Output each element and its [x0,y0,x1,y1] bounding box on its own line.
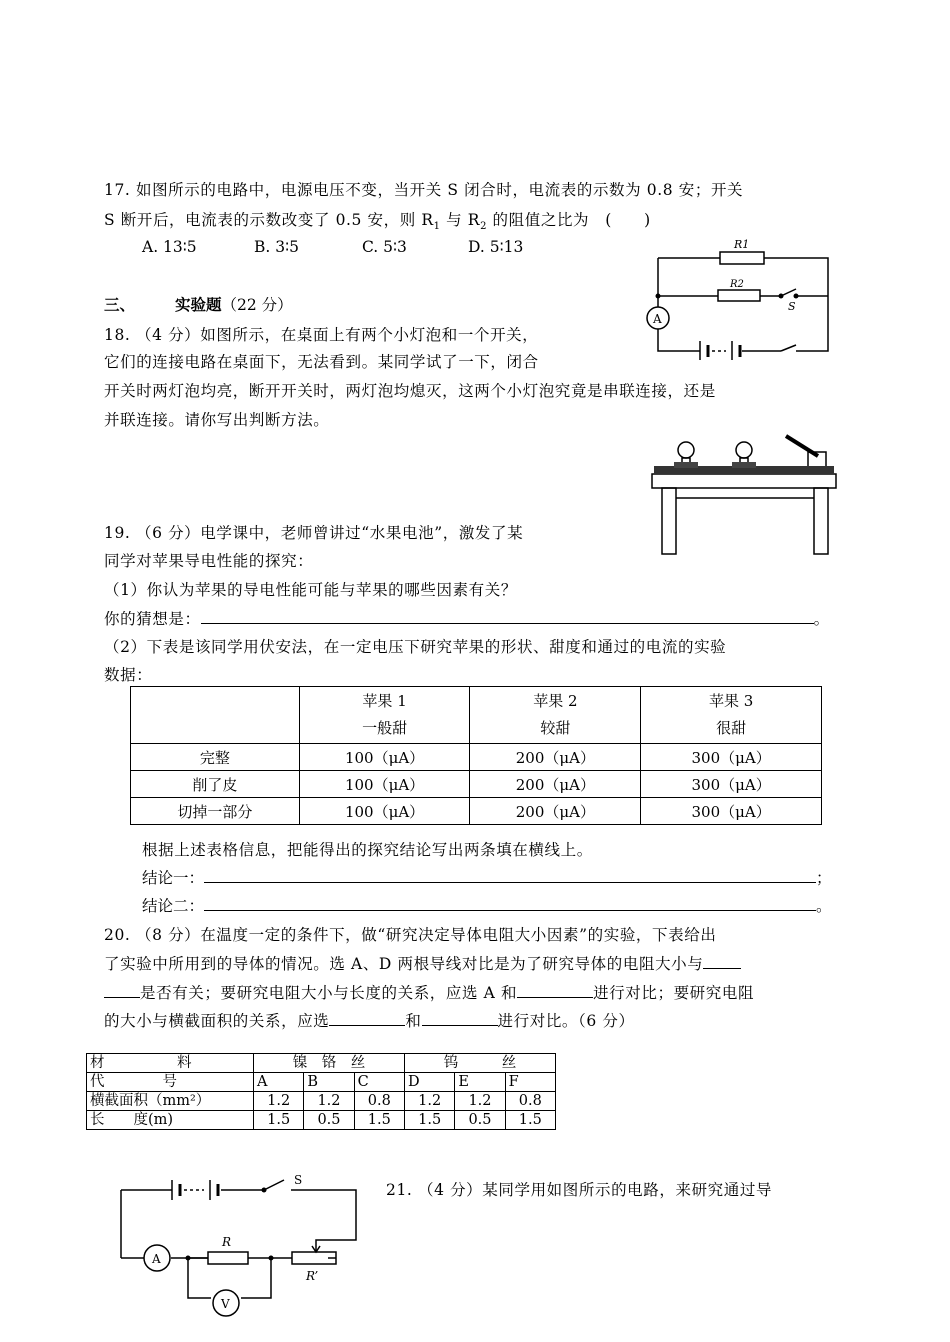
resistor-r2-symbol [718,290,760,301]
desk-top [652,474,836,488]
r2-label: R2 [730,279,744,290]
q17-option-d: D. 5∶13 [468,238,524,256]
blank-3[interactable] [329,1009,405,1026]
q19-line-2: 同学对苹果导电性能的探究： [104,552,314,570]
q19-line-1: 19. （6 分）电学课中，老师曾讲过“水果电池”，激发了某 [104,524,524,542]
q18-line-3: 开关时两灯泡均亮，断开开关时，两灯泡均熄灭，这两个小灯泡究竟是串联连接，还是 [104,382,716,400]
cell: 1.2 [404,1092,454,1111]
header-apple-2: 苹果 2 较甜 [470,687,641,744]
cell: 300（μA） [641,771,822,798]
material-nichrome: 镍 铬 丝 [254,1054,405,1073]
cell: C [354,1073,404,1092]
q19-part-2-line-2: 数据： [104,666,153,684]
rp-label: R’ [306,1269,319,1283]
section-heading: 三、 实验题（22 分） [104,295,293,314]
r-label: R [222,1235,232,1249]
cell: 200（μA） [470,744,641,771]
length-label: 长 度(m) [87,1111,254,1130]
cell: 1.2 [254,1092,304,1111]
s-label: S [788,300,796,313]
cell: 100（μA） [299,798,470,825]
cell: 1.5 [505,1111,555,1130]
cell: 0.8 [505,1092,555,1111]
circuit-diagram-q17 [638,235,838,360]
q19-part-1: （1）你认为苹果的导电性能可能与苹果的哪些因素有关？ [104,581,517,599]
q17-option-b: B. 3∶5 [254,238,300,256]
q20-line-1: 20. （8 分）在温度一定的条件下，做“研究决定导体电阻大小因素”的实验，下表给出 [104,926,717,944]
table-row [87,1054,556,1073]
switch-lever-icon [786,436,818,456]
conductor-table [86,1053,556,1130]
material-tungsten: 钨 丝 [404,1054,555,1073]
ammeter-label: A [653,312,662,326]
cell: 300（μA） [641,798,822,825]
conclusion-intro: 根据上述表格信息，把能得出的探究结论写出两条填在横线上。 [142,841,593,859]
conclusion-1-line: 结论一： ； [142,866,832,888]
q20-line-2: 了实验中所用到的导体的情况。选 A、D 两根导线对比是为了研究导体的电阻大小与 [104,952,741,974]
blank-1a[interactable] [703,952,741,969]
cell: 200（μA） [470,798,641,825]
table-row [131,687,822,744]
guess-blank[interactable] [201,607,814,624]
table-row [87,1092,556,1111]
apple-table [130,686,822,825]
blank-2[interactable] [517,981,593,998]
cell: E [455,1073,505,1092]
voltmeter-label: V [221,1297,230,1311]
code-label: 代 号 [87,1073,254,1092]
q18-line-1: 18. （4 分）如图所示，在桌面上有两个小灯泡和一个开关， [104,326,539,344]
cell: 100（μA） [299,771,470,798]
table-row [131,771,822,798]
corner-cell [131,687,300,744]
row-label: 切掉一部分 [131,798,300,825]
r1-label: R1 [734,238,750,251]
resistor-r-symbol [208,1252,248,1264]
cell: 0.5 [455,1111,505,1130]
q19-guess-line: 你的猜想是： 。 [104,607,830,629]
table-row [87,1111,556,1130]
material-label: 材 料 [87,1054,254,1073]
cell: A [254,1073,304,1092]
area-label: 横截面积（mm²） [87,1092,254,1111]
q17-line-2: S 断开后，电流表的示数改变了 0.5 安，则 $R_1$ 与 $R_2$ 的阻值之比为 ( ) [104,211,651,233]
cell: 1.5 [254,1111,304,1130]
cell: 100（μA） [299,744,470,771]
table-row [87,1073,556,1092]
q21-line-1: 21. （4 分）某同学用如图所示的电路，来研究通过导 [386,1181,773,1199]
cell: 200（μA） [470,771,641,798]
s-label: S [294,1173,303,1187]
conclusion-2-blank[interactable] [204,894,816,911]
q20-line-3: 是否有关；要研究电阻大小与长度的关系，应选 A 和 进行对比；要研究电阻 [104,981,754,1003]
cell: D [404,1073,454,1092]
header-apple-1: 苹果 1 一般甜 [299,687,470,744]
q17-option-a: A. 13∶5 [142,238,197,256]
cell: B [304,1073,354,1092]
switch-symbol [264,1180,284,1190]
cell: F [505,1073,555,1092]
cell: 1.5 [404,1111,454,1130]
q17-line-1: 17. 如图所示的电路中，电源电压不变，当开关 S 闭合时，电流表的示数为 0.8 安；开关 [104,181,744,199]
q18-line-2: 它们的连接电路在桌面下，无法看到。某同学试了一下，闭合 [104,353,539,371]
table-row [131,744,822,771]
cell: 300（μA） [641,744,822,771]
cell: 1.2 [455,1092,505,1111]
cell: 0.8 [354,1092,404,1111]
cell: 1.2 [304,1092,354,1111]
resistor-r1-symbol [720,252,764,264]
desk-leg-right [814,488,828,554]
row-label: 完整 [131,744,300,771]
q18-line-4: 并联连接。请你写出判断方法。 [104,411,330,429]
q17-option-c: C. 5∶3 [362,238,407,256]
cell: 0.5 [304,1111,354,1130]
bulb-left-icon [678,442,694,458]
row-label: 削了皮 [131,771,300,798]
cell: 1.5 [354,1111,404,1130]
conclusion-1-blank[interactable] [204,866,816,883]
header-apple-3: 苹果 3 很甜 [641,687,822,744]
desk-bulbs-figure [648,428,848,558]
blank-4[interactable] [422,1009,498,1026]
ammeter-label: A [152,1252,161,1266]
table-row [131,798,822,825]
blank-1b[interactable] [104,981,140,998]
q20-line-4: 的大小与横截面积的关系，应选 和 进行对比。（6 分） [104,1009,635,1031]
conclusion-2-line: 结论二： 。 [142,894,832,916]
desk-leg-left [662,488,676,554]
circuit-diagram-q21 [116,1170,368,1330]
bulb-right-icon [736,442,752,458]
q19-part-2-line-1: （2）下表是该同学用伏安法，在一定电压下研究苹果的形状、甜度和通过的电流的实验 [104,638,727,656]
